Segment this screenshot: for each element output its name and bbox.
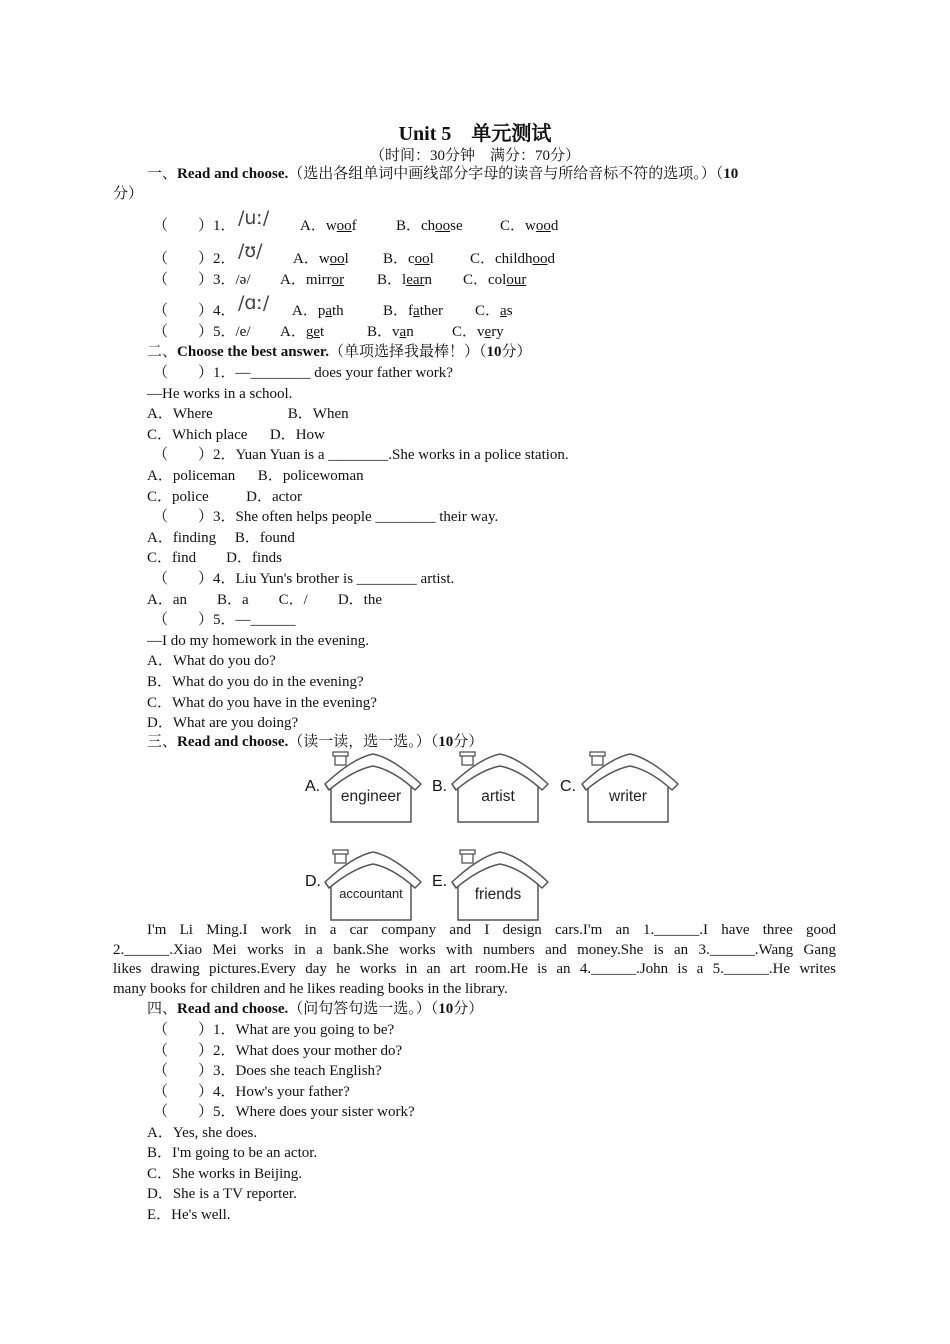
house-word: writer: [609, 788, 647, 805]
answer-line: A．policeman B．policewoman: [147, 468, 364, 484]
underlined-letters: oo: [535, 218, 551, 234]
underlined-letters: oo: [532, 251, 548, 267]
section-1-heading: 一、Read and choose.（选出各组单词中画线部分字母的读音与所给音标不符的选项。）（10: [147, 166, 739, 182]
question-line: （ ）4．How's your father?: [153, 1084, 350, 1100]
house-word: friends: [474, 886, 522, 903]
answer-option: B．learn: [377, 272, 432, 288]
answer-option: A．path: [292, 303, 344, 319]
underlined-letters: oo: [329, 251, 345, 267]
question-line: （ ）1．—________ does your father work?: [153, 365, 453, 381]
answer-option: B．father: [383, 303, 444, 319]
question-line: （ ）3．Does she teach English?: [153, 1063, 382, 1079]
answer-line: A．Where B．When: [147, 406, 349, 422]
question-line: （ ）2．Yuan Yuan is a ________.She works in a police station.: [153, 447, 569, 463]
answer-option: C．colour: [463, 272, 527, 288]
passage-line: 2.______.Xiao Mei works in a bank.She works with numbers and money.She is an 3.______.Wang Gang: [113, 941, 836, 958]
house-letter: C.: [560, 778, 576, 795]
answer-line: B．I'm going to be an actor.: [147, 1145, 318, 1161]
answer-line: D．What are you doing?: [147, 715, 299, 731]
reading-passage: [113, 921, 836, 999]
underlined-letters: or: [331, 272, 345, 288]
underlined-letters: a: [325, 303, 333, 319]
underlined-letters: our: [506, 272, 527, 288]
question-number: （ ）1．: [153, 218, 236, 234]
house-word: accountant: [339, 886, 403, 901]
phonetic-symbol: /ʊ/: [238, 240, 263, 262]
answer-line: D．She is a TV reporter.: [147, 1186, 297, 1202]
house-word: artist: [481, 788, 515, 805]
answer-line: C．Which place D．How: [147, 427, 325, 443]
house-letter: E.: [432, 873, 448, 890]
passage-line: many books for children and he likes reading books in the library.: [113, 980, 508, 997]
question-number: （ ）5．/e/: [153, 324, 251, 340]
passage-line: I'm Li Ming.I work in a car company and I design cars.I'm an 1.______.I have three good: [147, 922, 836, 938]
question-line: （ ）3．She often helps people ________ their way.: [153, 509, 499, 525]
underlined-letters: a: [413, 303, 420, 319]
page-subtitle: （时间：30分钟 满分：70分）: [369, 148, 580, 164]
answer-line: A．finding B．found: [147, 530, 295, 546]
answer-line: C．police D．actor: [147, 489, 302, 505]
question-line: （ ）5．—______: [153, 612, 296, 628]
answer-line: A．an B．a C．/ D．the: [147, 592, 382, 608]
underlined-letters: oo: [414, 251, 430, 267]
answer-line: C．What do you have in the evening?: [147, 695, 377, 711]
underlined-letters: ear: [406, 272, 425, 288]
underlined-letters: a: [500, 303, 507, 319]
underlined-letters: e: [313, 324, 321, 340]
answer-line: B．What do you do in the evening?: [147, 674, 364, 690]
section-4-heading: 四、Read and choose.（问句答句选一选。）（10分）: [147, 1001, 484, 1017]
underlined-letters: oo: [336, 218, 352, 234]
question-line: （ ）4．Liu Yun's brother is ________ artist.: [153, 571, 455, 587]
phonetic-symbol: /ɑː/: [238, 292, 270, 314]
underlined-letters: e: [484, 324, 492, 340]
house-letter: B.: [432, 778, 448, 795]
page-title: Unit 5 单元测试: [398, 123, 552, 145]
question-line: （ ）1．What are you going to be?: [153, 1022, 395, 1038]
answer-option: C．wood: [500, 218, 559, 234]
question-number: （ ）4．: [153, 303, 236, 319]
answer-option: B．choose: [396, 218, 463, 234]
house-letter: D.: [305, 873, 321, 890]
answer-option: B．van: [367, 324, 414, 340]
answer-option: B．cool: [383, 251, 434, 267]
house-word: engineer: [340, 788, 402, 805]
answer-line: E．He's well.: [147, 1207, 231, 1223]
question-number: （ ）2．: [153, 251, 236, 267]
section-1-heading-cont: 分）: [113, 186, 144, 202]
house-letter: A.: [305, 778, 321, 795]
answer-option: A．get: [280, 324, 325, 340]
question-line: （ ）2．What does your mother do?: [153, 1043, 403, 1059]
underlined-letters: a: [399, 324, 407, 340]
answer-line: C．find D．finds: [147, 550, 283, 566]
answer-option: A．mirror: [280, 272, 345, 288]
answer-option: C．childhood: [470, 251, 555, 267]
answer-line: C．She works in Beijing.: [147, 1166, 303, 1182]
answer-line: A．Yes, she does.: [147, 1125, 258, 1141]
answer-option: C．as: [475, 303, 513, 319]
section-2-heading: 二、Choose the best answer.（单项选择我最棒！）（10分）: [147, 344, 532, 360]
answer-line: A．What do you do?: [147, 653, 276, 669]
underlined-letters: oo: [435, 218, 451, 234]
answer-option: C．very: [452, 324, 504, 340]
answer-line: —I do my homework in the evening.: [147, 633, 370, 649]
answer-option: A．woof: [300, 218, 357, 234]
phonetic-symbol: /uː/: [238, 207, 270, 229]
question-line: （ ）5．Where does your sister work?: [153, 1104, 415, 1120]
section-3-heading: 三、Read and choose.（读一读，选一选。）（10分）: [147, 734, 484, 750]
passage-line: likes drawing pictures.Every day he works in an art room.He is an 4.______.John is a 5.______.He writes: [113, 961, 836, 977]
answer-line: —He works in a school.: [147, 386, 293, 402]
answer-option: A．wool: [293, 251, 349, 267]
question-number: （ ）3．/ə/: [153, 272, 251, 288]
